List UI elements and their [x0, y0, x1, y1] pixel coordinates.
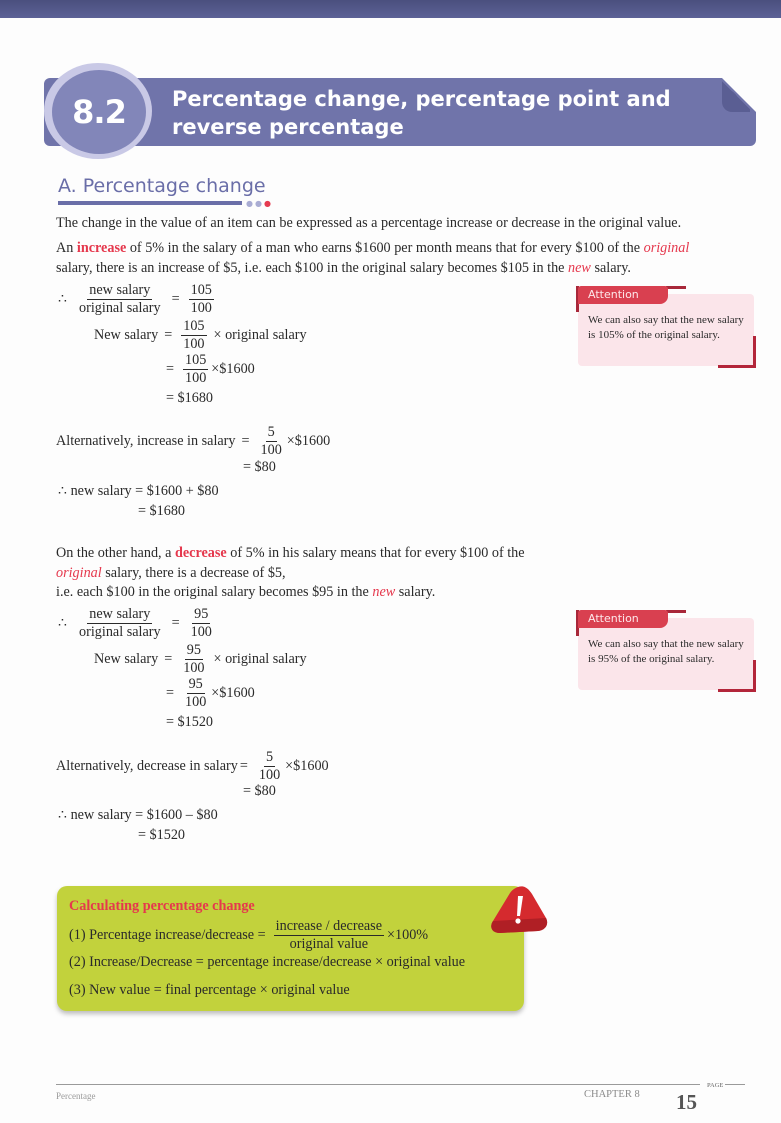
page-number: 15: [676, 1090, 697, 1114]
numerator: 95: [194, 606, 209, 622]
ratio-fraction: [77, 606, 163, 641]
summary-item-2: (2) Increase/Decrease = percentage increase/decrease × original value: [69, 954, 466, 970]
subsection-heading: A. Percentage change: [58, 175, 266, 197]
times-100: ×100%: [387, 927, 429, 943]
alt-decrease-equation: [56, 749, 329, 784]
equals: =: [239, 758, 248, 774]
summary-item-3: (3) New value = final percentage × original value: [69, 982, 350, 998]
decor-bar: [753, 336, 756, 368]
fraction: [181, 318, 206, 353]
decor-bar: [753, 660, 756, 692]
highlight-increase: increase: [76, 240, 127, 256]
decor-bar: [718, 689, 756, 692]
denominator: 100: [258, 767, 281, 783]
increase-ratio-equation: [58, 282, 217, 317]
footer-rule: [725, 1084, 745, 1085]
page-curl-flap: [722, 78, 750, 112]
denominator: 100: [190, 300, 212, 316]
attention-tab: Attention: [578, 610, 668, 628]
text: An: [56, 240, 77, 256]
footer-rule: [56, 1084, 700, 1085]
highlight-original: original: [56, 565, 102, 581]
times-original: × original salary: [213, 327, 307, 343]
decrease-line-1: [56, 543, 525, 564]
attention-tab: Attention: [578, 286, 668, 304]
therefore-symbol: ∴: [58, 615, 68, 631]
times-original: × original salary: [213, 651, 307, 667]
attention-note-2: [578, 612, 754, 690]
denominator: 100: [190, 624, 212, 640]
text: of 5% in his salary means that for every $100 of the: [226, 545, 525, 561]
therefore-symbol: ∴: [58, 291, 68, 307]
new-salary-substitution: [166, 352, 255, 387]
intro-line-2: [56, 238, 689, 259]
new-salary-equation-decrease: [94, 642, 307, 677]
decor-bar: [666, 286, 686, 289]
final-increase-result: = $1680: [138, 503, 186, 519]
decrease-ratio-equation: [58, 606, 217, 641]
numerator: 105: [185, 352, 207, 368]
times-1600: ×$1600: [211, 361, 255, 377]
heading-dots: ●●●: [246, 199, 273, 208]
times-1600: ×$1600: [211, 685, 255, 701]
section-number-badge: 8.2: [52, 70, 146, 154]
text: salary, there is an increase of $5, i.e. each $100 in the original salary becomes $105 in the: [56, 260, 569, 276]
decor-bar: [718, 365, 756, 368]
final-decrease-result: = $1520: [138, 827, 186, 843]
new-salary-substitution-decrease: [166, 676, 255, 711]
text: i.e. each $100 in the original salary becomes $95 in the: [56, 584, 373, 600]
summary-title: Calculating percentage change: [69, 898, 255, 914]
denominator: 100: [185, 370, 207, 386]
final-increase-equation: ∴ new salary = $1600 + $80: [58, 483, 219, 499]
attention-note-1: [578, 288, 754, 366]
text: salary.: [395, 584, 436, 600]
equals: =: [164, 327, 173, 343]
equals: =: [241, 433, 250, 449]
section-title: [172, 85, 692, 141]
label: New salary: [94, 327, 159, 343]
fraction: [183, 352, 208, 387]
warning-icon: [488, 884, 550, 936]
new-salary-result: = $1680: [166, 390, 214, 406]
text: of 5% in the salary of a man who earns $1600 per month means that for every $100 of the: [126, 240, 644, 256]
denominator: 100: [260, 442, 282, 458]
top-color-bar: [0, 0, 781, 18]
attention-text: We can also say that the new salary is 105% of the original salary.: [588, 314, 744, 341]
fraction: [181, 642, 206, 677]
fraction-5-100: [259, 424, 284, 459]
equals: =: [171, 615, 180, 631]
times-1600: ×$1600: [286, 433, 331, 449]
fraction: [183, 676, 208, 711]
label: (1) Percentage increase/decrease =: [69, 927, 266, 943]
attention-text: We can also say that the new salary is 95% of the original salary.: [588, 638, 744, 665]
fraction: [274, 918, 384, 953]
fraction-95-100: [189, 606, 214, 641]
footer-topic: Percentage: [56, 1091, 96, 1101]
denominator: 100: [183, 660, 205, 676]
highlight-new: new: [372, 584, 396, 600]
denominator: original value: [289, 936, 369, 952]
text: salary.: [590, 260, 631, 276]
numerator: 95: [186, 642, 201, 658]
denominator: original salary: [79, 300, 161, 316]
text: On the other hand, a: [56, 545, 175, 561]
numerator: 5: [267, 424, 275, 440]
fraction-105-100: [189, 282, 214, 317]
numerator: new salary: [89, 282, 151, 298]
heading-underline: [58, 201, 242, 205]
summary-box: [57, 886, 524, 1011]
section-title-line-2: reverse percentage: [172, 115, 404, 139]
decor-bar: [666, 610, 686, 613]
fraction-5-100: [257, 749, 282, 784]
denominator: original salary: [79, 624, 161, 640]
decrease-line-2: [56, 563, 286, 584]
denominator: 100: [185, 694, 207, 710]
final-decrease-equation: ∴ new salary = $1600 – $80: [58, 807, 218, 823]
label: Alternatively, decrease in salary: [56, 758, 238, 774]
alt-increase-result: = $80: [243, 459, 276, 475]
denominator: 100: [183, 336, 205, 352]
new-salary-equation: [94, 318, 307, 353]
alt-decrease-result: = $80: [243, 783, 276, 799]
numerator: 105: [183, 318, 205, 334]
numerator: 95: [188, 676, 203, 692]
page-label: PAGE: [707, 1082, 724, 1089]
intro-line-3: [56, 258, 631, 279]
highlight-new: new: [568, 260, 591, 276]
equals: =: [171, 291, 180, 307]
highlight-original: original: [643, 240, 690, 256]
new-salary-result-decrease: = $1520: [166, 714, 214, 730]
equals: =: [166, 685, 175, 701]
highlight-decrease: decrease: [174, 545, 227, 561]
intro-line-1: The change in the value of an item can be expressed as a percentage increase or decrease in the original value.: [56, 215, 682, 231]
text: salary, there is a decrease of $5,: [101, 565, 286, 581]
numerator: increase / decrease: [275, 918, 382, 934]
equals: =: [164, 651, 173, 667]
numerator: new salary: [89, 606, 151, 622]
ratio-fraction: [77, 282, 163, 317]
summary-item-1: [69, 918, 428, 953]
label: New salary: [94, 651, 159, 667]
times-1600: ×$1600: [285, 758, 329, 774]
footer-chapter: CHAPTER 8: [584, 1089, 640, 1100]
section-title-line-1: Percentage change, percentage point and: [172, 87, 671, 111]
numerator: 105: [190, 282, 212, 298]
label: Alternatively, increase in salary: [56, 433, 236, 449]
equals: =: [166, 361, 175, 377]
alt-increase-equation: [56, 424, 330, 459]
decrease-line-3: [56, 582, 435, 603]
numerator: 5: [265, 749, 274, 765]
